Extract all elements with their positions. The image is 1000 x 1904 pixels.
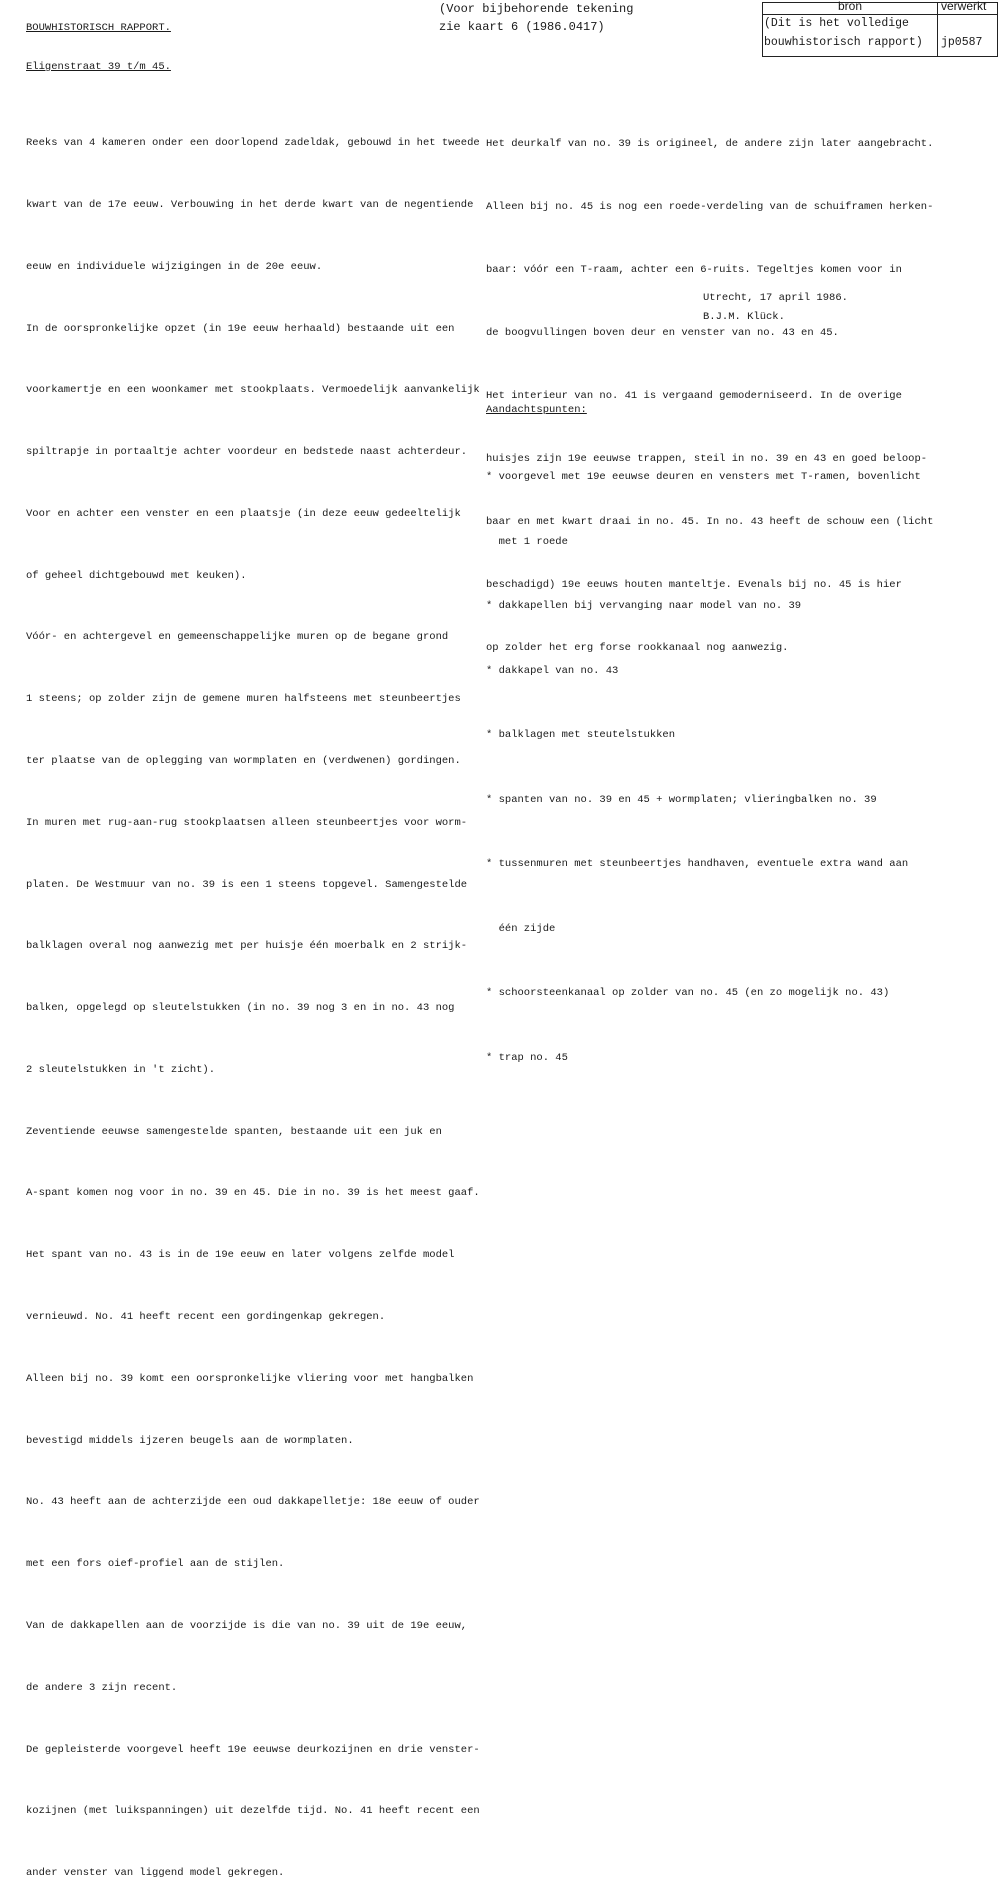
left-column-text (26, 92, 480, 1904)
box-note-line1: (Dit is het volledige (764, 17, 909, 30)
text-line: kwart van de 17e eeuw. Verbouwing in het derde kwart van de negentiende (26, 198, 474, 211)
text-line: Voor en achter een venster en een plaatsje (in deze eeuw gedeeltelijk (26, 507, 461, 520)
box-left-border (762, 2, 763, 57)
box-header-divider (762, 14, 998, 15)
list-item: * tussenmuren met steunbeertjes handhaven, eventuele extra wand aan (486, 858, 909, 870)
list-item: * voorgevel met 19e eeuwse deuren en vensters met T-ramen, bovenlicht (486, 471, 921, 483)
text-line: beschadigd) 19e eeuws houten manteltje. Evenals bij no. 45 is hier (486, 579, 902, 591)
text-line: Alleen bij no. 39 komt een oorspronkelijke vliering voor met hangbalken (26, 1372, 474, 1385)
report-title: BOUWHISTORISCH RAPPORT. (26, 22, 171, 34)
list-item: * spanten van no. 39 en 45 + wormplaten; vlieringbalken no. 39 (486, 793, 877, 806)
list-item: * schoorsteenkanaal op zolder van no. 45 (en zo mogelijk no. 43) (486, 987, 890, 999)
text-line: Vóór- en achtergevel en gemeenschappelijke muren op de begane grond (26, 631, 449, 644)
text-line: de andere 3 zijn recent. (26, 1681, 178, 1694)
list-item: * dakkapellen bij vervanging naar model van no. 39 (486, 600, 802, 612)
text-line: eeuw en individuele wijzigingen in de 20e eeuw. (26, 260, 323, 273)
drawing-reference-line2: zie kaart 6 (1986.0417) (439, 20, 605, 34)
text-line: 2 sleutelstukken in 't zicht). (26, 1063, 216, 1076)
text-line: Alleen bij no. 45 is nog een roede-verdeling van de schuiframen herken- (486, 201, 934, 213)
list-item: * balklagen met steutelstukken (486, 729, 676, 741)
text-line: Het interieur van no. 41 is vergaand gemoderniseerd. In de overige (486, 390, 902, 402)
text-line: baar: vóór een T-raam, achter een 6-ruits. Tegeltjes komen voor in (486, 264, 902, 276)
address-heading: Eligenstraat 39 t/m 45. (26, 61, 171, 73)
list-item: met 1 roede (486, 535, 568, 548)
box-right-border (997, 2, 998, 57)
text-line: Zeventiende eeuwse samengestelde spanten, bestaande uit een juk en (26, 1125, 442, 1138)
text-line: voorkamertje en een woonkamer met stookplaats. Vermoedelijk aanvankelijk (26, 384, 480, 397)
text-line: In muren met rug-aan-rug stookplaatsen alleen steunbeertjes voor worm- (26, 816, 468, 829)
text-line: de boogvullingen boven deur en venster van no. 43 en 45. (486, 327, 839, 339)
list-item: * trap no. 45 (486, 1051, 568, 1064)
text-line: Reeks van 4 kameren onder een doorlopend zadeldak, gebouwd in het tweede (26, 137, 480, 150)
text-line: platen. De Westmuur van no. 39 is een 1 steens topgevel. Samengestelde (26, 878, 468, 891)
box-code: jp0587 (941, 36, 983, 49)
text-line: vernieuwd. No. 41 heeft recent een gordingenkap gekregen. (26, 1311, 386, 1324)
box-note-line2: bouwhistorisch rapport) (764, 36, 923, 49)
text-line: balken, opgelegd op sleutelstukken (in no. 39 nog 3 en in no. 43 nog (26, 1002, 455, 1015)
box-col-divider (937, 2, 938, 57)
text-line: ter plaatse van de oplegging van wormplaten en (verdwenen) gordingen. (26, 755, 461, 767)
text-line: Het spant van no. 43 is in de 19e eeuw en later volgens zelfde model (26, 1249, 455, 1262)
text-line: ander venster van liggend model gekregen. (26, 1867, 285, 1880)
text-line: huisjes zijn 19e eeuwse trappen, steil in no. 39 en 43 en goed beloop- (486, 453, 928, 465)
text-line: De gepleisterde voorgevel heeft 19e eeuwse deurkozijnen en drie venster- (26, 1743, 480, 1756)
text-line: bevestigd middels ijzeren beugels aan de wormplaten. (26, 1434, 354, 1447)
text-line: kozijnen (met luikspanningen) uit dezelfde tijd. No. 41 heeft recent een (26, 1805, 480, 1818)
text-line: A-spant komen nog voor in no. 39 en 45. Die in no. 39 is het meest gaaf. (26, 1187, 480, 1200)
text-line: baar en met kwart draai in no. 45. In no. 43 heeft de schouw een (licht (486, 516, 934, 528)
text-line: spiltrapje in portaaltje achter voordeur en bedstede naast achterdeur. (26, 446, 468, 459)
text-line: of geheel dichtgebouwd met keuken). (26, 569, 247, 582)
text-line: met een fors oief-profiel aan de stijlen. (26, 1558, 285, 1571)
box-header-bron: bron (838, 0, 863, 13)
attention-heading: Aandachtspunten: (486, 404, 587, 416)
list-item: één zijde (486, 922, 556, 935)
text-line: No. 43 heeft aan de achterzijde een oud dakkapelletje: 18e eeuw of ouder (26, 1496, 480, 1509)
list-item: * dakkapel van no. 43 (486, 664, 619, 677)
attention-list (486, 424, 921, 1091)
text-line: op zolder het erg forse rookkanaal nog aanwezig. (486, 642, 789, 654)
text-line: Het deurkalf van no. 39 is origineel, de andere zijn later aangebracht. (486, 138, 934, 150)
drawing-reference-line1: (Voor bijbehorende tekening (439, 2, 634, 16)
text-line: 1 steens; op zolder zijn de gemene muren halfsteens met steunbeertjes (26, 693, 461, 706)
place-date: Utrecht, 17 april 1986. (703, 292, 848, 304)
box-bottom-border (762, 56, 998, 57)
box-header-verwerkt: verwerkt (941, 0, 987, 13)
author: B.J.M. Klück. (703, 311, 785, 323)
text-line: Van de dakkapellen aan de voorzijde is die van no. 39 uit de 19e eeuw, (26, 1619, 468, 1632)
text-line: In de oorspronkelijke opzet (in 19e eeuw herhaald) bestaande uit een (26, 322, 455, 335)
text-line: balklagen overal nog aanwezig met per huisje één moerbalk en 2 strijk- (26, 940, 468, 953)
